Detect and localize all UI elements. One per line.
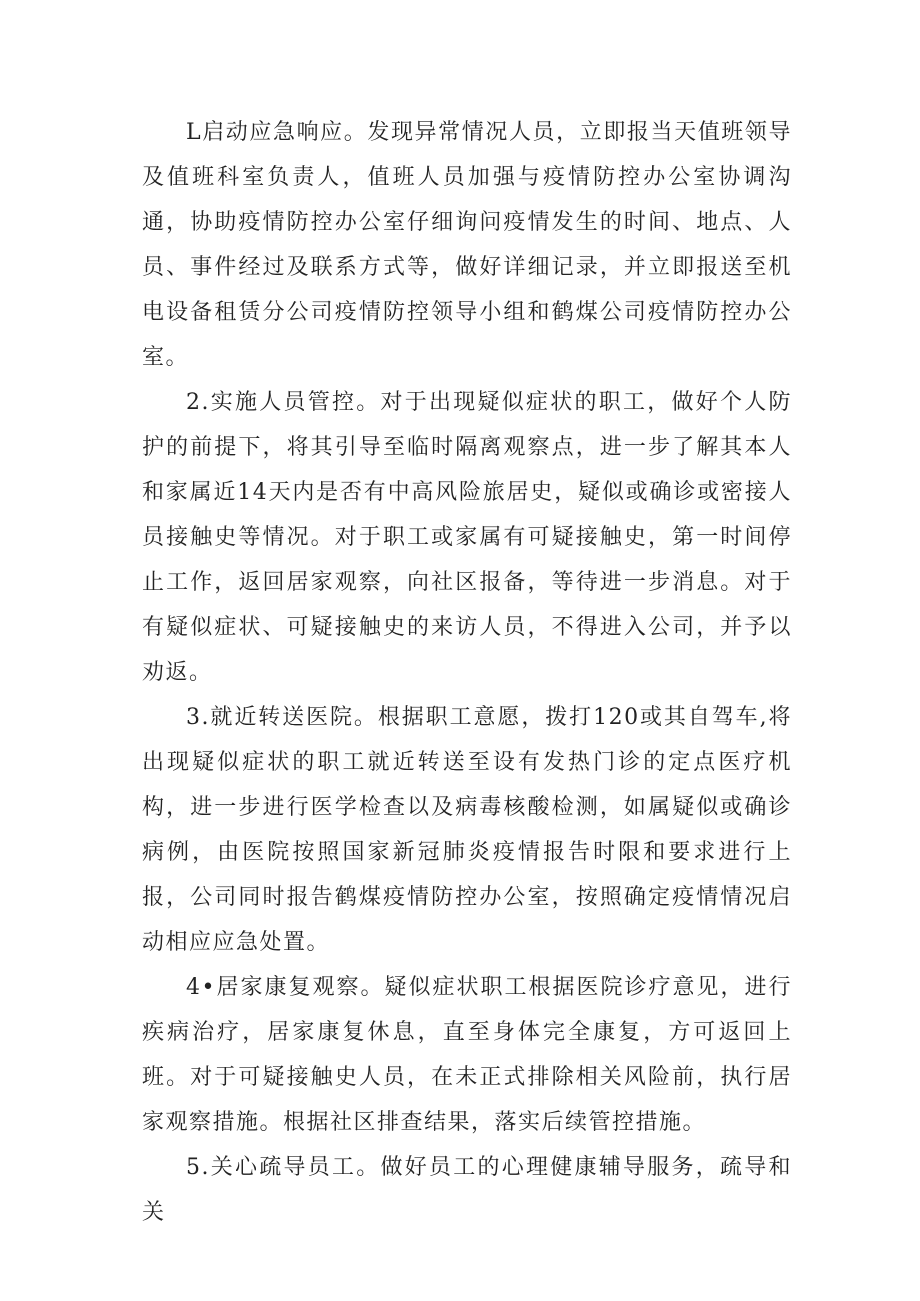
- document-body: [142, 110, 792, 1235]
- paragraph-home-recovery: 4•居家康复观察。疑似症状职工根据医院诊疗意见，进行疾病治疗，居家康复休息，直至身体完全康复，方可返回上班。对于可疑接触史人员，在未正式排除相关风险前，执行居家观察措施。根据社区排查结果，落实后续管控措施。: [142, 975, 792, 1135]
- paragraph-staff-care: 5.关心疏导员工。做好员工的心理健康辅导服务，疏导和关: [142, 1155, 792, 1225]
- paragraph-personnel-control: 2.实施人员管控。对于出现疑似症状的职工，做好个人防护的前提下，将其引导至临时隔离观察点，进一步了解其本人和家属近14天内是否有中高风险旅居史，疑似或确诊或密接人员接触史等情况。对于职工或家属有可疑接触史，第一时间停止工作，返回居家观察，向社区报备，等待进一步消息。对于有疑似症状、可疑接触史的来访人员，不得进入公司，并予以劝返。: [142, 390, 792, 685]
- paragraph-emergency-response: L启动应急响应。发现异常情况人员，立即报当天值班领导及值班科室负责人，值班人员加强与疫情防控办公室协调沟通，协助疫情防控办公室仔细询问疫情发生的时间、地点、人员、事件经过及联系方式等，做好详细记录，并立即报送至机电设备租赁分公司疫情防控领导小组和鹤煤公司疫情防控办公室。: [142, 120, 792, 370]
- paragraph-hospital-transfer: 3.就近转送医院。根据职工意愿，拨打120或其自驾车,将出现疑似症状的职工就近转送至设有发热门诊的定点医疗机构，进一步进行医学检查以及病毒核酸检测，如属疑似或确诊病例，由医院按照国家新冠肺炎疫情报告时限和要求进行上报，公司同时报告鹤煤疫情防控办公室，按照确定疫情情况启动相应应急处置。: [142, 705, 792, 955]
